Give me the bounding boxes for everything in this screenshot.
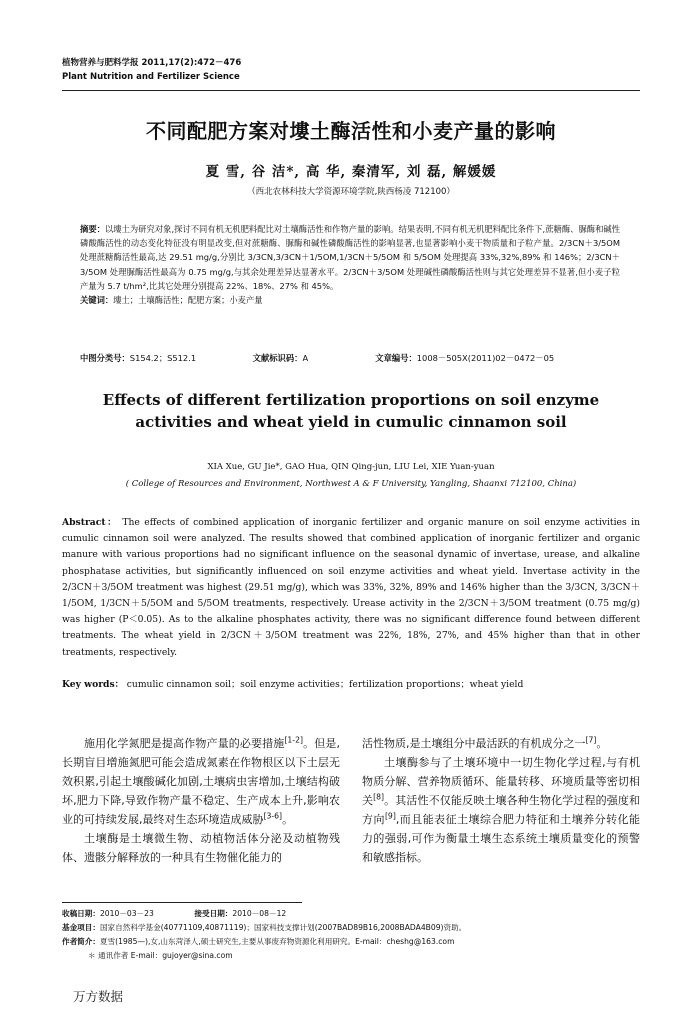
body-paragraph: 土壤酶是土壤微生物、动植物活体分泌及动植物残体、遗骸分解释放的一种具有生物催化能力的	[62, 832, 340, 864]
footnote-corresponding: ＊ 通讯作者 E-mail：gujoyer@sina.com	[88, 951, 233, 960]
affiliation-en: ( College of Resources and Environment, Northwest A & F University, Yangling, Shaanxi 712100, China)	[125, 479, 577, 489]
footnote-fund	[62, 922, 640, 935]
abstract-en-label: Abstract：	[62, 517, 118, 528]
citation: [1-2]	[284, 735, 303, 745]
affiliation-cn: （西北农林科技大学资源环境学院,陕西杨凌 712100）	[247, 187, 455, 197]
title-cn: 不同配肥方案对塿土酶活性和小麦产量的影响	[146, 119, 556, 143]
accepted-label: 接受日期：	[194, 909, 233, 918]
journal-header	[62, 56, 241, 84]
body-paragraph: 活性物质,是土壤组分中最活跃的有机成分之一[7]。	[362, 735, 608, 750]
authors-cn: 夏 雪, 谷 洁*, 高 华, 秦清军, 刘 磊, 解媛媛	[205, 164, 497, 180]
abstract-en-text: The effects of combined application of inorganic fertilizer and organic manure on soil enzyme activities in cumulic cinnamon soil were analyzed. The results showed that combined application of inorganic fertilizer and organic manure with various proportions had no significant influence on the seasonal dynamic of invertase, urease, and alkaline phosphatase activities, but significantly influenced on soil enzyme activities and wheat yield. Invertase activity in the 2/3CN＋3/5OM treatment was highest (29.51 mg/g), which was 33%, 32%, 89% and 146% higher than the 3/3CN, 3/3CN＋1/5OM, 1/3CN＋5/5OM and 5/5OM treatments, respectively. Urease activity in the 2/3CN＋3/5OM treatment (0.75 mg/g) was higher (P＜0.05). As to the alkaline phosphates activity, there was no significant difference found between different treatments. The wheat yield in 2/3CN＋3/5OM treatment was 22%, 18%, 27%, and 45% higher than that in other treatments, respectively.	[62, 517, 641, 658]
footnote-rule	[62, 902, 302, 903]
fund-label: 基金项目：	[62, 923, 100, 932]
header-rule	[62, 90, 640, 91]
classification-row	[80, 352, 554, 364]
fund-text: 国家自然科学基金(40771109,40871119)；国家科技支撑计划(2007BAD89B16,2008BADA4B09)资助。	[99, 923, 467, 932]
accepted-date: 2010－08－12	[232, 909, 287, 918]
footnote-dates	[62, 908, 640, 921]
citation: [7]	[585, 735, 597, 745]
footnote-author	[62, 936, 640, 949]
doccode-value: A	[302, 353, 309, 363]
doccode-label: 文献标识码：	[252, 353, 303, 363]
received-label: 收稿日期：	[62, 909, 100, 918]
watermark: 万方数据	[73, 989, 124, 1004]
title-en: Effects of different fertilization proportions on soil enzyme activities and wheat yield in cumulic cinnamon soil	[102, 391, 600, 431]
author-bio: 夏雪(1985—),女,山东菏泽人,硕士研究生,主要从事废弃物资源化利用研究。E-mail：cheshg@163.com	[99, 937, 455, 946]
citation: [8]	[373, 792, 385, 802]
clc-label: 中图分类号：	[80, 353, 130, 363]
body-paragraph: 施用化学氮肥是提高作物产量的必要措施[1-2]。但是,长期盲目增施氮肥可能会造成氮素在作物根区以下土层无效积累,引起土壤酸碱化加剧,土壤病虫害增加,土壤结构破坏,肥力下降,导致作物产量不稳定、生产成本上升,影响农业的可持续发展,最终对生态环境造成威胁[3-6]。	[62, 735, 340, 826]
body-right-column	[362, 734, 640, 867]
author-bio-label: 作者简介：	[62, 937, 100, 946]
body-paragraph: 土壤酶参与了土壤环境中一切生物化学过程,与有机物质分解、营养物质循环、能量转移、环境质量等密切相关[8]。其活性不仅能反映土壤各种生物化学过程的强度和方向[9],而且能表征土壤综合肥力特征和土壤养分转化能力的强弱,可作为衡量土壤生态系统土壤质量变化的预警和敏感指标。	[362, 756, 641, 864]
abstract-en	[62, 515, 640, 661]
keywords-en-line	[62, 676, 640, 690]
article-no-label: 文章编号：	[375, 353, 417, 363]
journal-citation-cn: 植物营养与肥料学报 2011,17(2):472－476	[62, 58, 242, 68]
body-left-column	[62, 734, 340, 867]
abstract-cn	[80, 222, 620, 307]
journal-name-en: Plant Nutrition and Fertilizer Science	[62, 72, 240, 82]
authors-en: XIA Xue, GU Jie*, GAO Hua, QIN Qing-jun, LIU Lei, XIE Yuan-yuan	[207, 462, 495, 472]
clc-value: S154.2；S512.1	[129, 353, 197, 363]
keywords-en-label: Key words：	[62, 679, 124, 690]
citation: [9]	[384, 811, 396, 821]
article-no-value: 1008－505X(2011)02－0472－05	[416, 353, 555, 363]
received-date: 2010－03－23	[99, 909, 154, 918]
keywords-cn: 塿土；土壤酶活性；配肥方案；小麦产量	[113, 295, 263, 306]
keywords-en: cumulic cinnamon soil；soil enzyme activities；fertilization proportions；wheat yield	[126, 679, 524, 690]
citation: [3-6]	[263, 811, 283, 821]
keywords-cn-label: 关键词：	[80, 295, 114, 306]
abstract-cn-label: 摘要：	[80, 224, 105, 234]
abstract-cn-text: 以塿土为研究对象,探讨不同有机无机肥料配比对土壤酶活性和作物产量的影响。结果表明,不同有机无机肥料配比条件下,蔗糖酶、脲酶和碱性磷酸酶活性的动态变化特征没有明显改变,但对蔗糖酶、脲酶和碱性磷酸酶活性的影响显著,也显著影响小麦干物质量和子粒产量。2/3CN＋3/5OM 处理蔗糖酶活性最高,达 29.51 mg/g,分别比 3/3CN,3/3CN＋1/5OM,1/3CN＋5/5OM 和 5/5OM 处理提高 33%,32%,89% 和 146%；2/3CN＋3/5OM 处理脲酶活性最高为 0.75 mg/g,与其余处理差异达显著水平。2/3CN＋3/5OM 处理碱性磷酸酶活性则与其它处理差异不显著,但小麦子粒产量为 5.7 t/hm²,比其它处理分别提高 22%、18%、27% 和 45%。	[80, 224, 620, 291]
